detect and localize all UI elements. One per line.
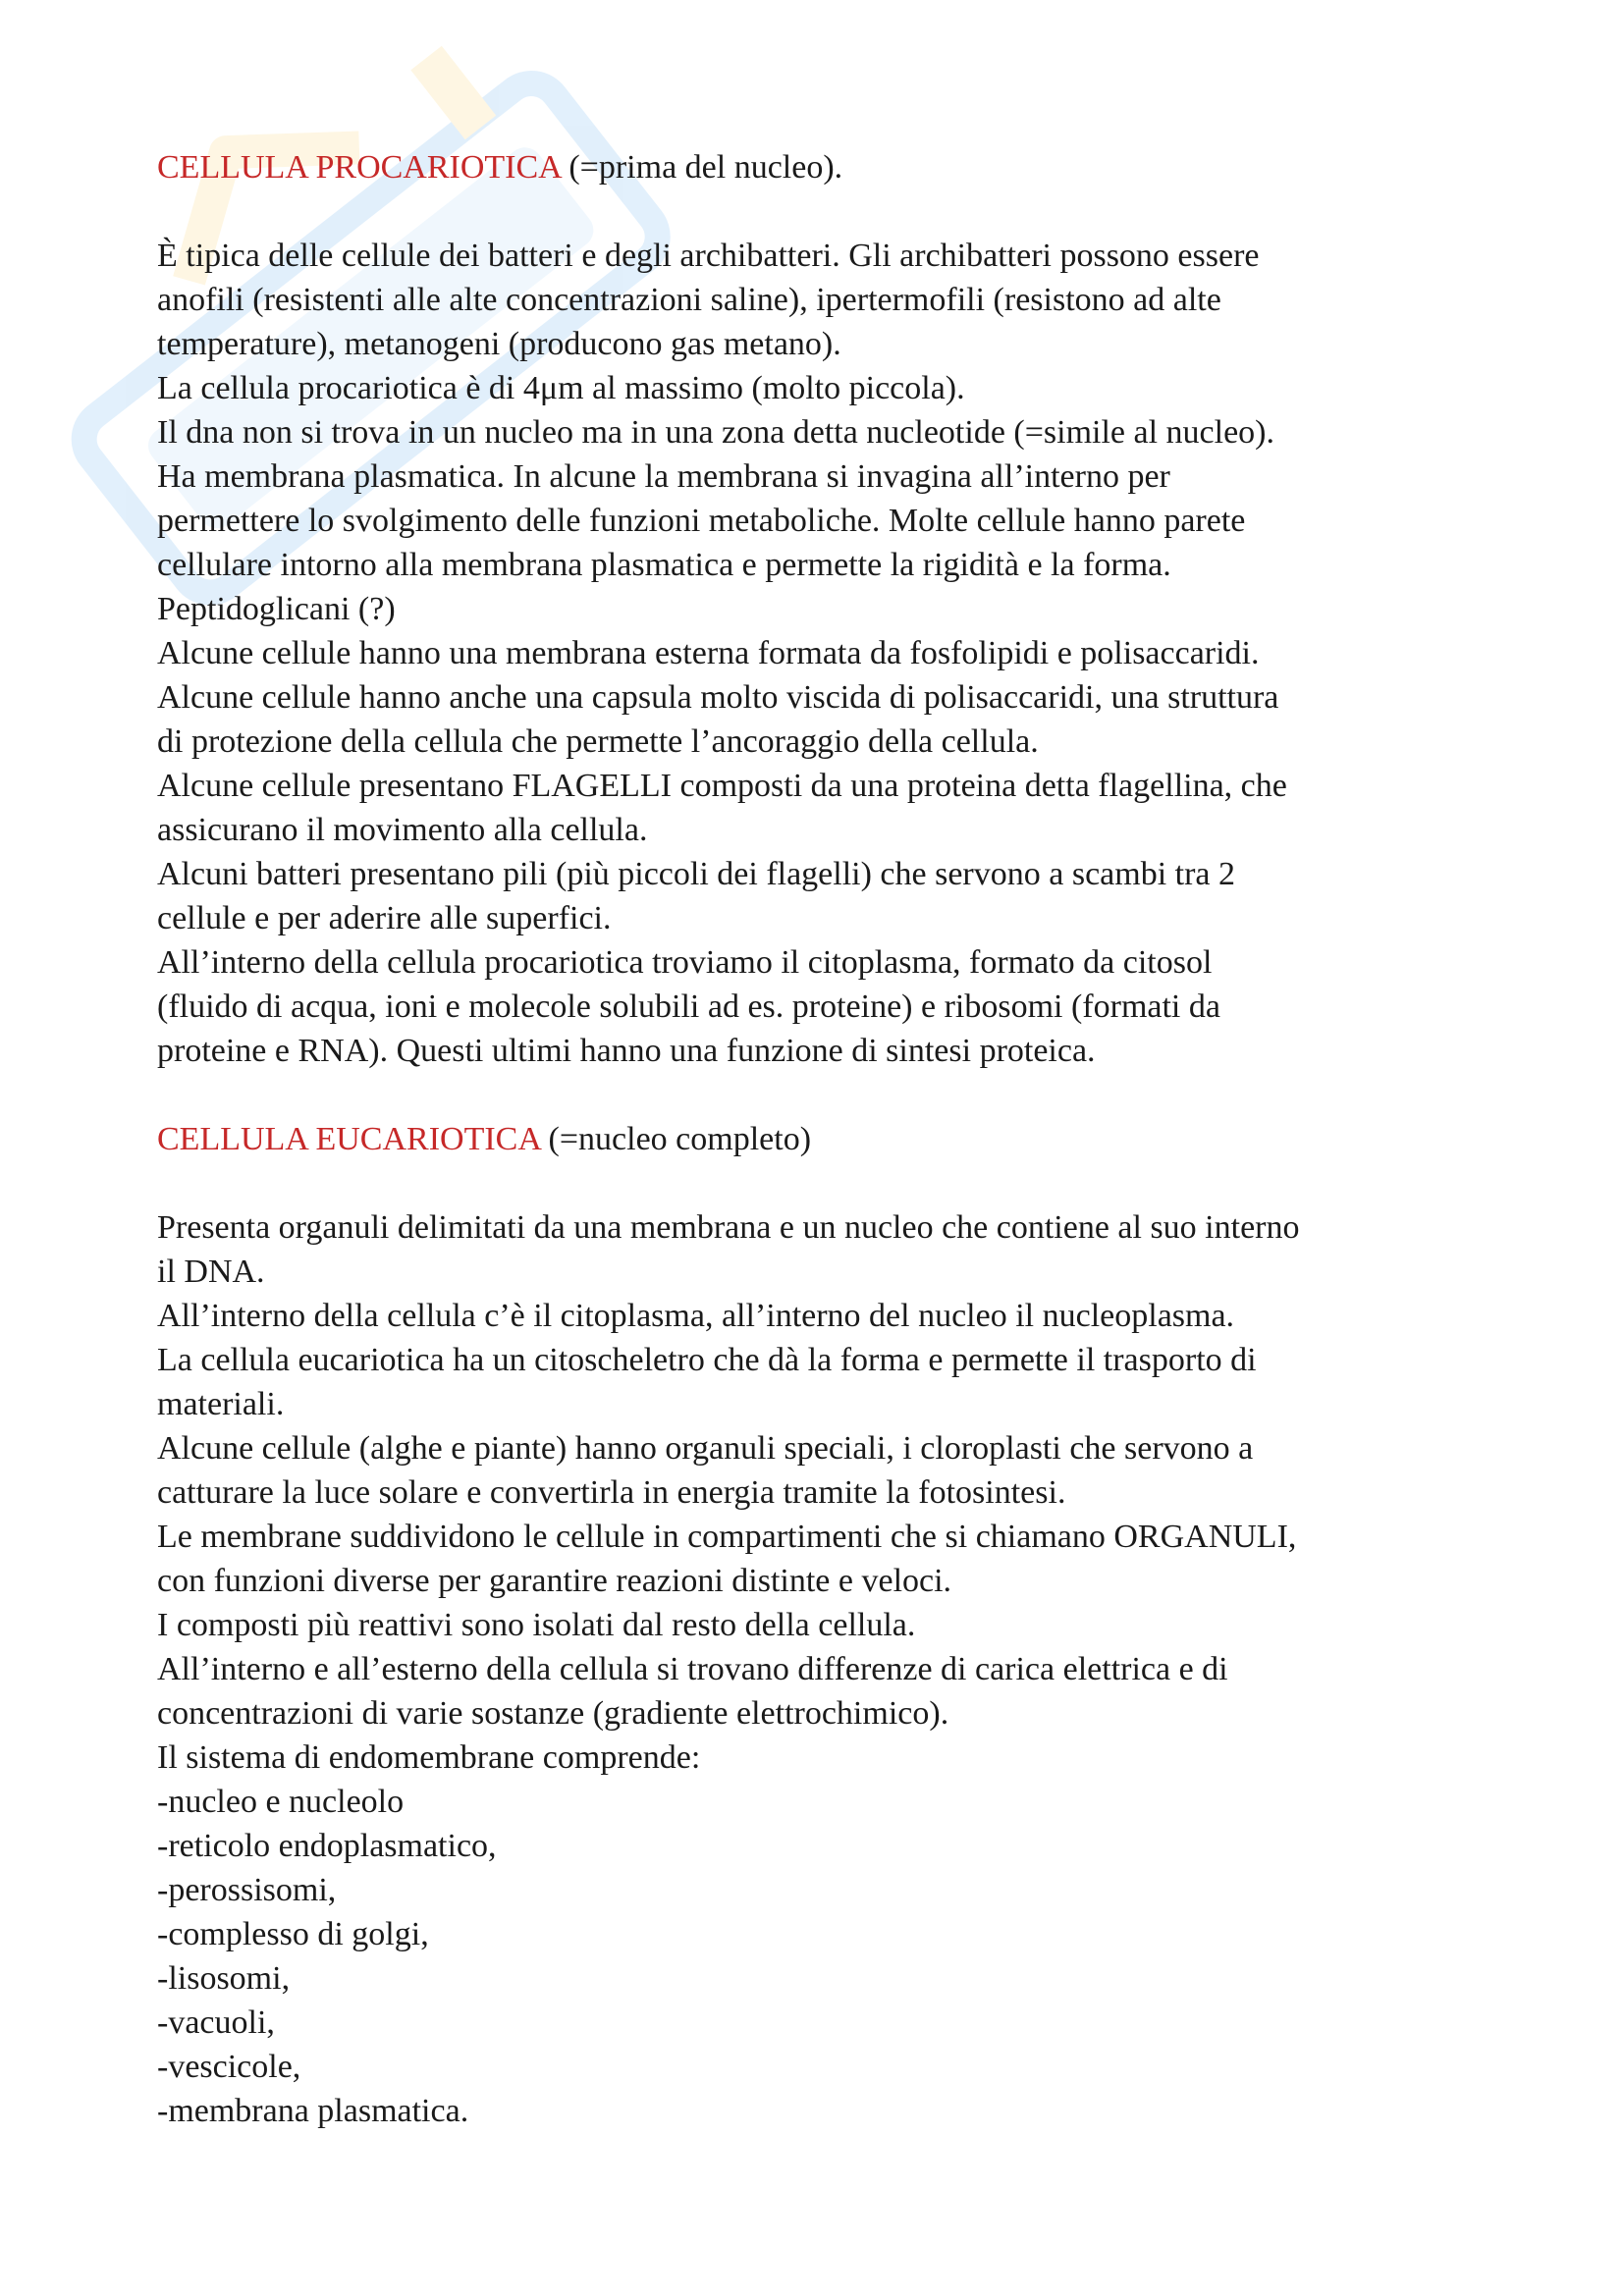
section-body-procariotica	[157, 234, 1532, 1073]
document-body	[157, 145, 1532, 2133]
text-line: Ha membrana plasmatica. In alcune la membrana si invagina all’interno per	[157, 458, 1170, 495]
heading-rest-text: (=prima del nucleo).	[560, 149, 843, 186]
section-heading-procariotica	[157, 145, 1532, 189]
list-item: -lisosomi,	[157, 1960, 291, 1997]
text-line: Alcune cellule hanno anche una capsula molto viscida di polisaccaridi, una struttura	[157, 679, 1279, 716]
section-body-eucariotica	[157, 1205, 1532, 2133]
text-line: È tipica delle cellule dei batteri e degli archibatteri. Gli archibatteri possono essere	[157, 238, 1260, 274]
text-line: anofili (resistenti alle alte concentrazioni saline), ipertermofili (resistono ad alte	[157, 282, 1221, 318]
text-line: cellule e per aderire alle superfici.	[157, 900, 612, 936]
text-line: Alcune cellule presentano FLAGELLI composti da una proteina detta flagellina, che	[157, 768, 1287, 804]
text-line: La cellula eucariotica ha un citoscheletro che dà la forma e permette il trasporto di	[157, 1342, 1257, 1378]
text-line: All’interno e all’esterno della cellula si trovano differenze di carica elettrica e di	[157, 1651, 1228, 1687]
text-line: Alcuni batteri presentano pili (più piccoli dei flagelli) che servono a scambi tra 2	[157, 856, 1236, 892]
text-line: La cellula procariotica è di 4μm al massimo (molto piccola).	[157, 370, 965, 406]
text-line: proteine e RNA). Questi ultimi hanno una funzione di sintesi proteica.	[157, 1033, 1096, 1069]
list-item: -vescicole,	[157, 2049, 301, 2085]
list-item: -reticolo endoplasmatico,	[157, 1828, 497, 1864]
text-line: di protezione della cellula che permette l’ancoraggio della cellula.	[157, 723, 1039, 760]
text-line: cellulare intorno alla membrana plasmatica e permette la rigidità e la forma.	[157, 547, 1171, 583]
heading-red-text: CELLULA PROCARIOTICA	[157, 149, 561, 186]
text-line: assicurano il movimento alla cellula.	[157, 812, 648, 848]
list-item: -vacuoli,	[157, 2004, 275, 2041]
text-line: Alcune cellule (alghe e piante) hanno organuli speciali, i cloroplasti che servono a	[157, 1430, 1254, 1467]
list-item: -nucleo e nucleolo	[157, 1784, 405, 1820]
text-line: All’interno della cellula c’è il citoplasma, all’interno del nucleo il nucleoplasma.	[157, 1298, 1235, 1334]
text-line: Presenta organuli delimitati da una membrana e un nucleo che contiene al suo interno	[157, 1209, 1300, 1246]
heading-rest-text: (=nucleo completo)	[540, 1121, 812, 1157]
section-heading-eucariotica	[157, 1117, 1532, 1161]
text-line: temperature), metanogeni (producono gas metano).	[157, 326, 841, 362]
heading-red-text: CELLULA EUCARIOTICA	[157, 1121, 541, 1157]
text-line: Le membrane suddividono le cellule in compartimenti che si chiamano ORGANULI,	[157, 1519, 1297, 1555]
list-item: -perossisomi,	[157, 1872, 337, 1908]
text-line: catturare la luce solare e convertirla in energia tramite la fotosintesi.	[157, 1474, 1066, 1511]
text-line: permettere lo svolgimento delle funzioni metaboliche. Molte cellule hanno parete	[157, 503, 1246, 539]
text-line: Peptidoglicani (?)	[157, 591, 396, 627]
list-item: -membrana plasmatica.	[157, 2093, 469, 2129]
text-line: Alcune cellule hanno una membrana esterna formata da fosfolipidi e polisaccaridi.	[157, 635, 1260, 671]
text-line: con funzioni diverse per garantire reazioni distinte e veloci.	[157, 1563, 952, 1599]
text-line: I composti più reattivi sono isolati dal resto della cellula.	[157, 1607, 916, 1643]
text-line: il DNA.	[157, 1254, 265, 1290]
text-line: (fluido di acqua, ioni e molecole solubili ad es. proteine) e ribosomi (formati da	[157, 988, 1220, 1025]
text-line: concentrazioni di varie sostanze (gradiente elettrochimico).	[157, 1695, 949, 1732]
text-line: materiali.	[157, 1386, 285, 1422]
list-item: -complesso di golgi,	[157, 1916, 429, 1952]
text-line: All’interno della cellula procariotica troviamo il citoplasma, formato da citosol	[157, 944, 1213, 981]
text-line: Il dna non si trova in un nucleo ma in una zona detta nucleotide (=simile al nucleo).	[157, 414, 1275, 451]
text-line: Il sistema di endomembrane comprende:	[157, 1739, 701, 1776]
